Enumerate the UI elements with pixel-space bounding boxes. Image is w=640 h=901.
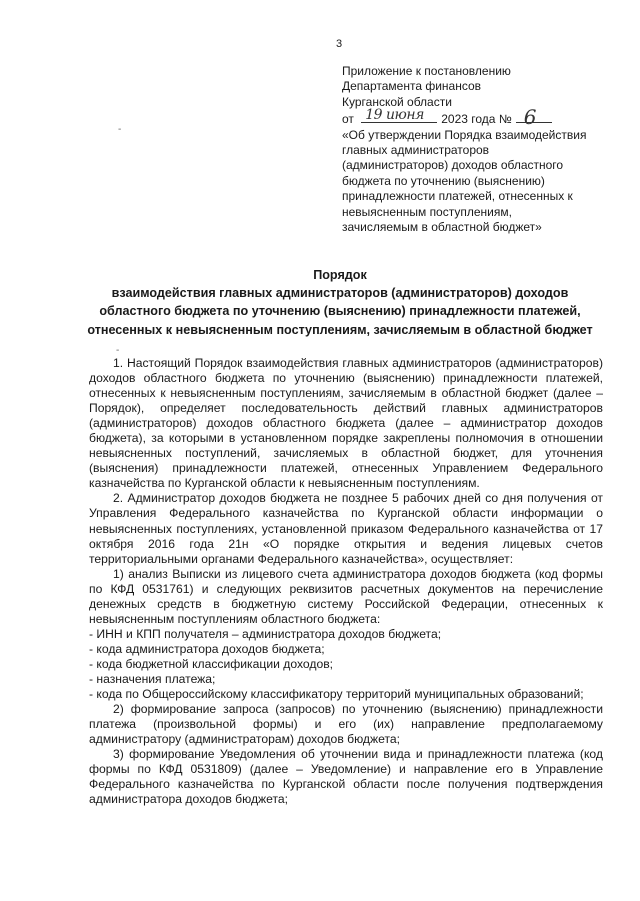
list-item: - назначения платежа; bbox=[89, 671, 216, 686]
appendix-subject-line: «Об утверждении Порядка взаимодействия bbox=[342, 127, 587, 142]
list-item: - кода администратора доходов бюджета; bbox=[89, 641, 325, 656]
appendix-date-line bbox=[342, 104, 612, 129]
title-heading: Порядок bbox=[313, 268, 367, 282]
title-subtitle-line: отнесенных к невыясненным поступлениям, зачисляемым в областной бюджет bbox=[87, 322, 593, 337]
scan-mark: - bbox=[118, 124, 122, 135]
year-text: 2023 года № bbox=[441, 112, 512, 127]
date-blank bbox=[361, 106, 437, 123]
appendix-subject-line: принадлежности платежей, отнесенных к bbox=[342, 189, 573, 204]
appendix-subject-line: главных администраторов bbox=[342, 143, 490, 158]
paragraph-2: 2. Администратор доходов бюджета не позднее 5 рабочих дней со дня получения от Управления Федерального казначейства по Курганской области информации о невыясненных поступлениях, установленной приказом Федерального казначейства от 17 октября 2016 года 21н «О порядке открытия и ведения лицевых счетов территориальными органами Федерального казначейства», осуществляет: bbox=[89, 491, 603, 566]
scan-mark: - bbox=[116, 345, 120, 356]
appendix-subject-line: (администраторов) доходов областного bbox=[342, 158, 564, 173]
appendix-subject-line: невыясненным поступлениям, bbox=[342, 204, 512, 219]
title-subtitle-line: областного бюджета по уточнению (выяснению) принадлежности платежей, bbox=[99, 304, 581, 319]
appendix-line: Курганской области bbox=[342, 94, 452, 109]
date-prefix: от bbox=[342, 112, 354, 127]
appendix-line: Департамента финансов bbox=[342, 79, 482, 94]
page-number: 3 bbox=[336, 38, 343, 50]
paragraph-1: 1. Настоящий Порядок взаимодействия главных администраторов (администраторов) доходов областного бюджета по уточнению (выяснению) принадлежности платежей, отнесенных к невыясненным поступлениям, зачисляемым в областной бюджет (далее – Порядок), определяет последовательность действий главных администраторов (администраторов) доходов областного бюджета (далее – администратор доходов бюджета), за которыми в установленном порядке закреплены полномочия в отношении невыясненных поступлений, зачисляемых в областной бюджет, для уточнения (выяснения) принадлежности платежей, отнесенных Управлением Федерального казначейства по Курганской области к невыясненным поступлениям. bbox=[89, 356, 603, 491]
appendix-line: Приложение к постановлению bbox=[342, 64, 511, 78]
document-body bbox=[89, 356, 603, 807]
paragraph-2-3: 3) формирование Уведомления об уточнении вида и принадлежности платежа (код формы по КФД 0531809) (далее – Уведомление) и направление его в Управление Федерального казначейства по Курганской области после получения подтверждения администратора доходов бюджета; bbox=[89, 747, 603, 807]
paragraph-2-2: 2) формирование запроса (запросов) по уточнению (выяснению) принадлежности платежа (произвольной формы) и его (их) направление предполагаемому администратору (администраторам) доходов бюджета; bbox=[89, 702, 603, 747]
appendix-subject-line: бюджета по уточнению (выяснению) bbox=[342, 173, 545, 188]
handwritten-number: 6 bbox=[523, 104, 536, 129]
handwritten-date: 19 июня bbox=[365, 106, 424, 123]
list-item: - кода бюджетной классификации доходов; bbox=[89, 656, 334, 671]
document-title bbox=[60, 266, 620, 339]
appendix-block bbox=[342, 64, 612, 235]
paragraph-2-1: 1) анализ Выписки из лицевого счета администратора доходов бюджета (код формы по КФД 0531761) и следующих реквизитов расчетных документов на перечисление денежных средств в бюджетную систему Российской Федерации, отнесенных к невыясненным поступлениям областного бюджета: bbox=[89, 566, 603, 626]
number-blank bbox=[516, 104, 552, 129]
list-item: - кода по Общероссийскому классификатору территорий муниципальных образований; bbox=[89, 687, 584, 702]
title-subtitle-line: взаимодействия главных администраторов (администраторов) доходов bbox=[111, 286, 569, 301]
list-item: - ИНН и КПП получателя – администратора доходов бюджета; bbox=[89, 626, 442, 641]
appendix-subject-line: зачисляемым в областной бюджет» bbox=[342, 220, 542, 235]
